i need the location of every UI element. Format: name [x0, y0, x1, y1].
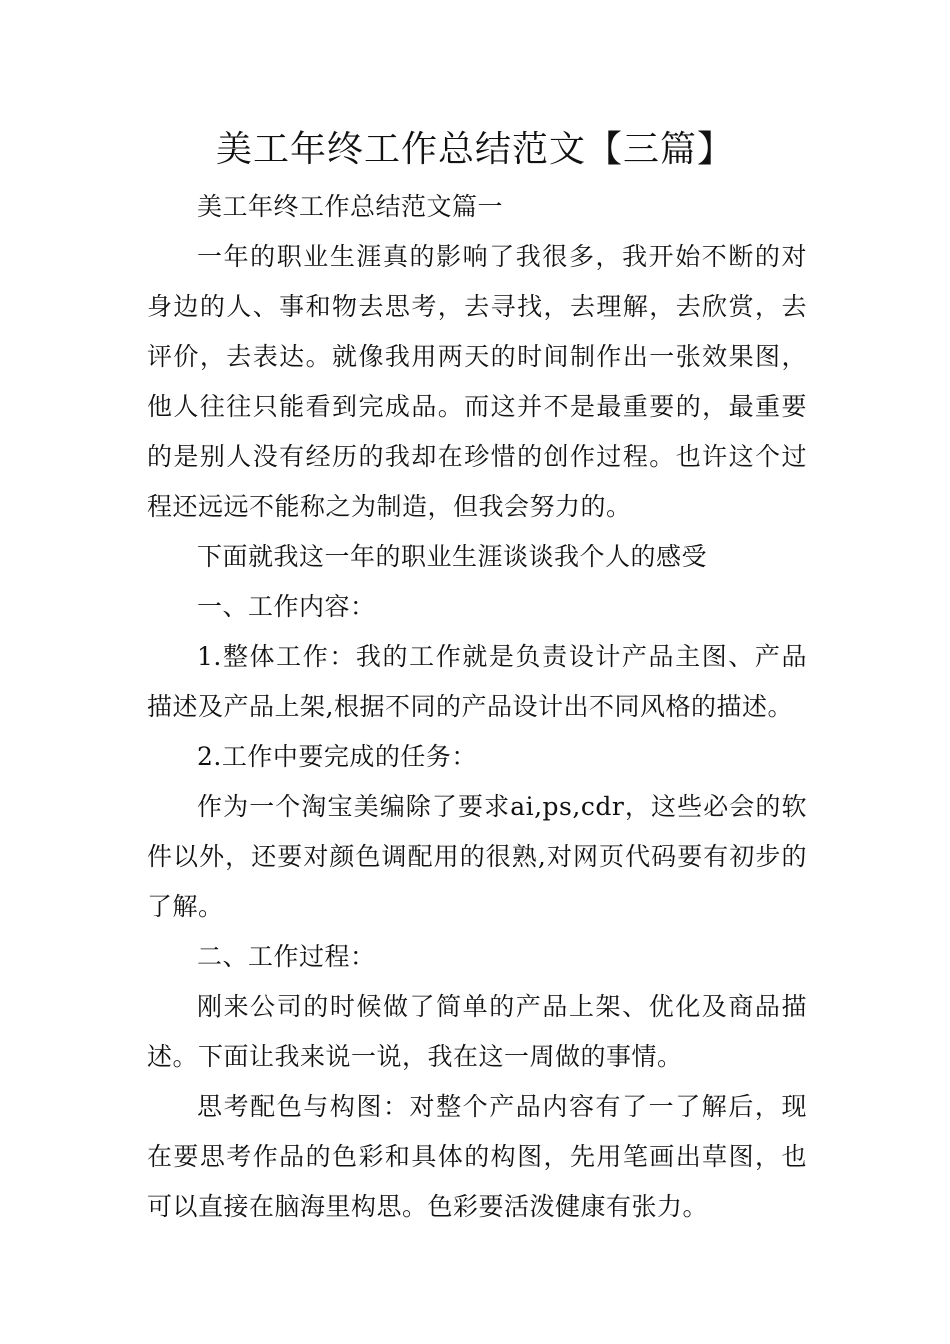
document-title: 美工年终工作总结范文【三篇】	[215, 129, 734, 170]
paragraph-tasks-heading: 2.工作中要完成的任务：	[197, 742, 477, 771]
paragraph-color-composition: 思考配色与构图：对整个产品内容有了一了解后，现在要思考作品的色彩和具体的构图，先用笔画出草图，也可以直接在脑海里构思。色彩要活泼健康有张力。	[147, 1092, 807, 1221]
paragraph-intro: 一年的职业生涯真的影响了我很多，我开始不断的对身边的人、事和物去思考，去寻找，去理解，去欣赏，去评价，去表达。就像我用两天的时间制作出一张效果图，他人往往只能看到完成品。而这并不是最重要的，最重要的是别人没有经历的我却在珍惜的创作过程。也许这个过程还远远不能称之为制造，但我会努力的。	[147, 242, 807, 521]
section-heading-work-content: 一、工作内容：	[197, 592, 376, 621]
paragraph-subtitle: 美工年终工作总结范文篇一	[197, 192, 504, 221]
section-heading-work-process: 二、工作过程：	[197, 942, 376, 971]
paragraph-first-week: 刚来公司的时候做了简单的产品上架、优化及商品描述。下面让我来说一说，我在这一周做的事情。	[147, 992, 807, 1071]
paragraph-overall-work: 1.整体工作：我的工作就是负责设计产品主图、产品描述及产品上架,根据不同的产品设计出不同风格的描述。	[147, 642, 807, 721]
document-body	[147, 182, 807, 1232]
paragraph-tasks: 作为一个淘宝美编除了要求ai,ps,cdr，这些必会的软件以外，还要对颜色调配用的很熟,对网页代码要有初步的了解。	[147, 792, 807, 921]
paragraph-lead: 下面就我这一年的职业生涯谈谈我个人的感受	[197, 542, 708, 571]
